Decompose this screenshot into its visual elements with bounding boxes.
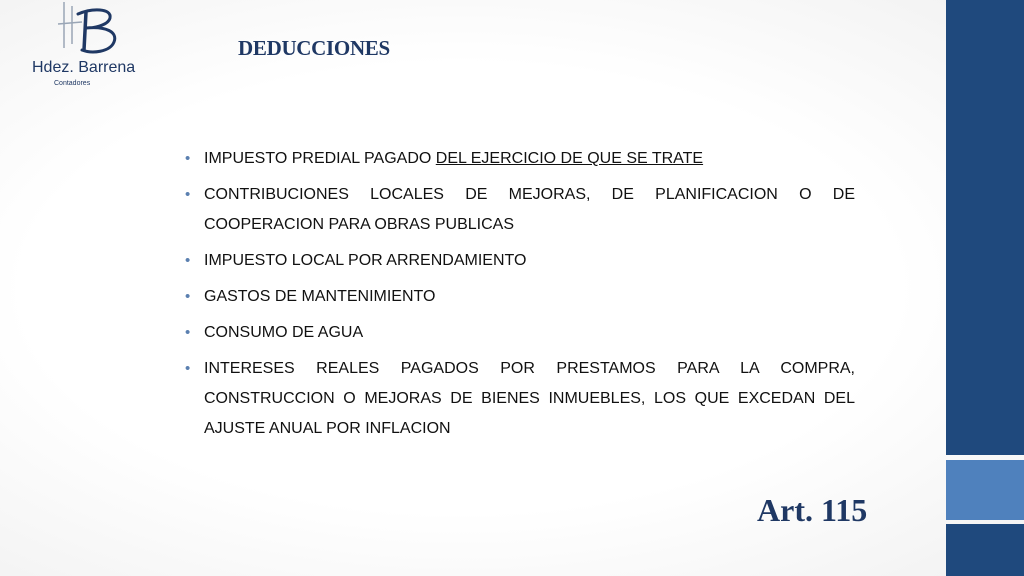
slide-title: DEDUCCIONES bbox=[238, 36, 390, 60]
bullet-underlined-text: DEL EJERCICIO DE QUE SE TRATE bbox=[435, 150, 704, 167]
bullet-list bbox=[185, 144, 855, 450]
list-item: • CONSUMO DE AGUA bbox=[185, 318, 855, 348]
company-logo bbox=[28, 0, 140, 94]
logo-brand-name: Hdez. Barrena bbox=[32, 59, 136, 76]
sidebar-bottom-block bbox=[946, 524, 1024, 576]
list-item: • IMPUESTO LOCAL POR ARRENDAMIENTO bbox=[185, 246, 855, 276]
logo-subtitle: Contadores bbox=[54, 80, 91, 87]
list-item: • CONTRIBUCIONES LOCALES DE MEJORAS, DE PLANIFICACION O DE COOPERACION PARA OBRAS PUBLICAS bbox=[185, 180, 855, 240]
sidebar-light-block bbox=[946, 460, 1024, 520]
bullet-text: IMPUESTO PREDIAL PAGADO bbox=[204, 150, 436, 167]
list-item: • INTERESES REALES PAGADOS POR PRESTAMOS PARA LA COMPRA, CONSTRUCCION O MEJORAS DE BIENES INMUEBLES, LOS QUE EXCEDAN DEL AJUSTE ANUAL POR INFLACION bbox=[185, 354, 855, 444]
sidebar-dark-block bbox=[946, 0, 1024, 455]
list-item: • GASTOS DE MANTENIMIENTO bbox=[185, 282, 855, 312]
article-reference: Art. 115 bbox=[757, 492, 868, 528]
list-item bbox=[185, 144, 855, 174]
logo-monogram-icon bbox=[52, 0, 132, 60]
decorative-sidebar bbox=[946, 0, 1024, 576]
